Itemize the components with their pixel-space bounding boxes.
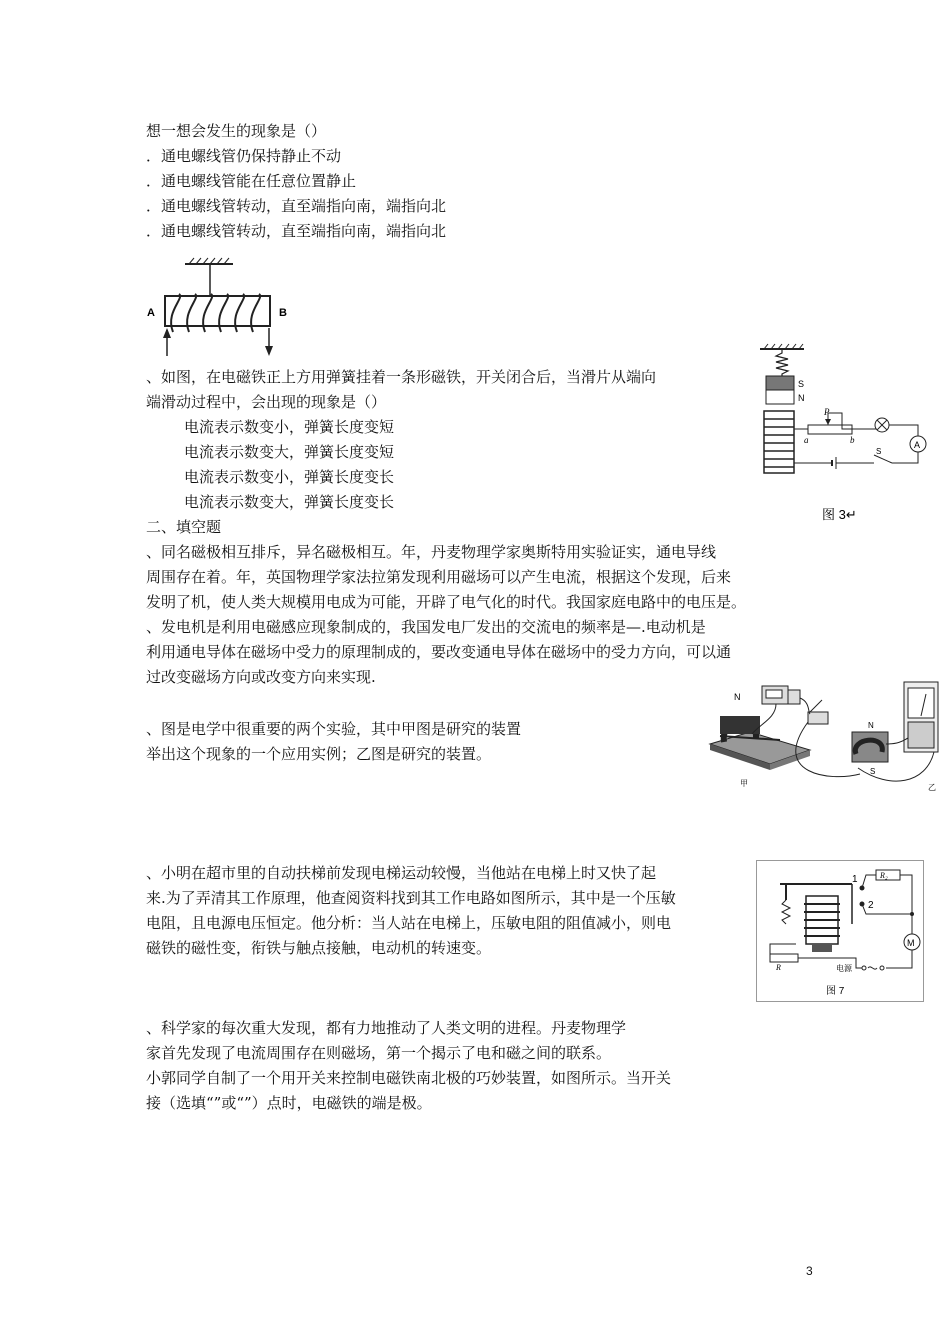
r2-label: R₂ [880,871,888,880]
q5-line-3: 小郭同学自制了一个用开关来控制电磁铁南北极的巧妙装置，如图所示。当开关 [146,1069,672,1087]
q-spring-stem-1: 、如图，在电磁铁正上方用弹簧挂着一条形磁铁，开关闭合后，当滑片从端向 [146,368,657,386]
page-number: 3 [806,1264,813,1278]
q-top-option-b: ．通电螺线管能在任意位置静止 [146,172,357,190]
contact-1-label: 1 [852,874,858,885]
q-top-option-d: ．通电螺线管转动，直至端指向南，端指向北 [146,222,447,240]
q-top-stem: 想一想会发生的现象是（） [146,122,327,140]
q4-line-3: 电阻，且电源电压恒定。他分析：当人站在电梯上，压敏电阻的阻值减小，则电 [146,914,672,932]
q2-line-3: 过改变磁场方向或改变方向来实现. [146,668,376,686]
magnet-n-label: N [798,393,805,403]
ammeter-label: A [914,440,921,450]
slider-p-label: P [824,407,830,417]
q1-line-2: 周围存在着。年，英国物理学家法拉第发现利用磁场可以产生电流，根据这个发现，后来 [146,568,732,586]
experiments-figure [690,678,945,796]
label-a: A [147,307,155,319]
figure-7-caption: 图 7 [826,986,845,997]
magnet-s-label: S [798,379,805,389]
q-spring-option-d: 电流表示数变大，弹簧长度变长 [184,493,395,511]
q-spring-option-b: 电流表示数变大，弹簧长度变短 [184,443,395,461]
exp-jia-label: 甲 [740,779,748,788]
contact-2-label: 2 [868,900,874,911]
exp-s-label: S [870,767,876,776]
q4-line-1: 、小明在超市里的自动扶梯前发现电梯运动较慢，当他站在电梯上时又快了起 [146,864,657,882]
q4-line-4: 磁铁的磁性变，衔铁与触点接触，电动机的转速变。 [146,939,492,957]
q-spring-option-a: 电流表示数变小，弹簧长度变短 [184,418,395,436]
q3-line-1: 、图是电学中很重要的两个实验，其中甲图是研究的装置 [146,720,522,738]
q-top-option-c: ．通电螺线管转动，直至端指向南，端指向北 [146,197,447,215]
switch-label: S [876,447,882,456]
section-2-heading: 二、填空题 [146,518,222,536]
q2-line-1: 、发电机是利用电磁感应现象制成的，我国发电厂发出的交流电的频率是—.电动机是 [146,618,706,636]
figure-3 [752,343,937,525]
power-label: 电源 [836,964,852,973]
q5-line-4: 接（选填“”或“”）点时，电磁铁的端是极。 [146,1094,432,1112]
q-spring-option-c: 电流表示数变小，弹簧长度变长 [184,468,395,486]
q5-line-1: 、科学家的每次重大发现，都有力地推动了人类文明的进程。丹麦物理学 [146,1019,627,1037]
motor-label: M [907,938,915,948]
q3-line-2: 举出这个现象的一个应用实例；乙图是研究的装置。 [146,745,492,763]
q1-line-1: 、同名磁极相互排斥，异名磁极相互。年，丹麦物理学家奥斯特用实验证实，通电导线 [146,543,717,561]
exp-n-label-2: N [868,721,874,730]
q4-line-2: 来.为了弄清其工作原理，他查阅资料找到其工作电路如图所示，其中是一个压敏 [146,889,676,907]
r1-label: R [776,963,781,972]
q2-line-2: 利用通电导体在磁场中受力的原理制成的，要改变通电导体在磁场中的受力方向，可以通 [146,643,732,661]
q-spring-stem-2: 端滑动过程中，会出现的现象是（） [146,393,387,411]
q-top-option-a: ．通电螺线管仍保持静止不动 [146,147,342,165]
q1-line-3: 发明了机，使人类大规模用电成为可能，开辟了电气化的时代。我国家庭电路中的电压是。 [146,593,747,611]
slider-b-label: b [850,435,855,445]
slider-a-label: a [804,435,809,445]
exp-n-label-1: N [734,692,741,702]
solenoid-figure [143,252,298,362]
figure-3-caption: 图 3↵ [822,507,857,522]
exp-yi-label: 乙 [928,783,936,792]
label-b: B [279,307,287,319]
q5-line-2: 家首先发现了电流周围存在则磁场，第一个揭示了电和磁之间的联系。 [146,1044,612,1062]
figure-7 [756,860,924,1002]
